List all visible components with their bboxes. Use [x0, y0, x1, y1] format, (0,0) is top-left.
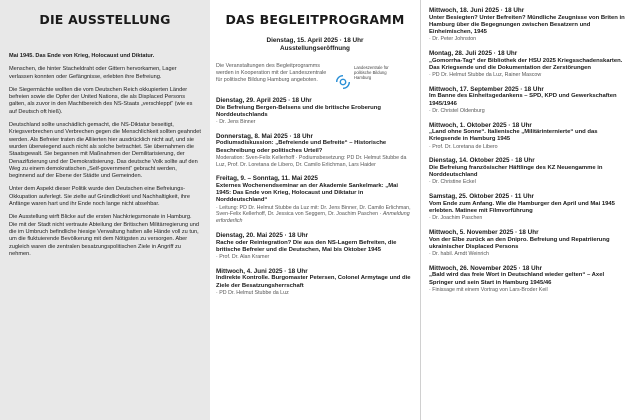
event-date: Montag, 28. Juli 2025 · 18 Uhr	[429, 50, 518, 57]
event-speakers-text: · Prof. Dr. Alan Kramer	[216, 253, 270, 260]
event-item	[429, 157, 625, 186]
ausstellung-text	[9, 53, 201, 258]
event-title: Podiumsdiskussion: „Befreiende und Befreite“ – Historische Beschreibung oder politisches Urteil?	[216, 140, 387, 154]
event-speakers-text: · PD Dr. Helmut Stubbe da Luz	[216, 289, 289, 296]
event-title: „Gomorrha-Tag“ der Bibliothek der HSU 2025 Kriegsschadenskarten. Das Kriegsende und die Dokumentation der Zerstörungen	[429, 57, 623, 71]
event-date: Dienstag, 20. Mai 2025 · 18 Uhr	[216, 231, 309, 239]
event-item	[429, 50, 625, 79]
event-item	[429, 7, 625, 43]
event-speakers: · PD Dr. Helmut Stubbe da Luz, Rainer Mascow	[429, 72, 542, 78]
event-date: Mittwoch, 5. November 2025 · 18 Uhr	[429, 228, 539, 236]
event-item	[216, 175, 414, 225]
event-title: Die Befreiung französischer Häftlinge des KZ Neuengamme in Norddeutschland	[429, 164, 603, 179]
event-date: Mittwoch, 26. November 2025 · 18 Uhr	[429, 264, 543, 272]
event-title: Rache oder Reintegration? Die aus den NS-Lagern Befreiten, die britische Befreier und die Deutschen, Mai bis Oktober 1945	[216, 239, 397, 253]
event-date: Samstag, 25. Oktober 2025 · 11 Uhr	[429, 193, 534, 201]
event-date: Mittwoch, 18. Juni 2025 · 18 Uhr	[429, 7, 525, 14]
event-title: „Land ohne Sonne“. Italienische „Militärinternierte“ und das Kriegsende in Hamburg 1945	[429, 129, 598, 143]
begleitprogramm-column	[210, 0, 421, 420]
ausstellung-paragraph: Deutschland sollte unschädlich gemacht, die NS-Diktatur beseitigt, Kriegsverbrechen und Verbrechen gegen die Menschlichkeit sollten geahndet werden. Als Befreier traten die Alliierten hier ausdrücklich nicht auf, und sie wurden überwiegend auch nicht als solche betrachtet. Sie übernahmen die Staatsgewalt. Sie begannen mit Maßnahmen der Demilitarisierung, der Denazifizierung und der Demokratisierung. Das deutsche Volk sollte auf den Weg zu einem demokratischen „Self-government“ gebracht werden, beginnend auf der Ebene der Städte und Gemeinden.	[9, 122, 201, 180]
event-item	[429, 229, 625, 258]
landeszentrale-logo-icon	[334, 73, 352, 91]
event-list	[216, 97, 414, 297]
event-date: Mittwoch, 17. September 2025 · 18 Uhr	[429, 85, 544, 93]
event-item	[429, 86, 625, 115]
event-speakers: · Finissage mit einem Vortrag von Lars-Broder Keil	[429, 286, 548, 293]
ausstellung-paragraph: Die Siegermächte wollten die vom Deutschen Reich okkupierten Länder befreien sowie die Opfer der United Nations, die als Displaced Persons galten, als zuvor in den Machtbereich des NS-Staats „verschleppt“ (wie es auf Deutsch oft hieß).	[9, 86, 193, 115]
event-date: Mittwoch, 1. Oktober 2025 · 18 Uhr	[429, 121, 532, 129]
cooperation-intro	[216, 63, 414, 91]
opening-title: Ausstellungseröffnung	[280, 45, 350, 52]
event-speakers	[216, 119, 414, 126]
ausstellung-paragraph: Die Ausstellung wirft Blicke auf die ersten Nachkriegsmonate in Hamburg. Die mit der Stadt nicht vertraute Abteilung der Britischen Militärregierung und die im Umbruch befindliche hiesige Verwaltung hatten alle Hände voll zu tun, um die fluktuierende Bevölkerung mit dem Nötigsten zu versorgen. Aber zugleich waren die zentralen besatzungspolitischen Ziele in Angriff zu nehmen.	[9, 214, 199, 257]
event-title: Die Befreiung Bergen-Belsens und die britische Eroberung Norddeutschlands	[216, 104, 381, 118]
event-title: „Bald wird das freie Wort in Deutschland wieder gelten“ – Axel Springer und sein Start in Hamburg 1945/46	[429, 272, 605, 286]
event-list-right	[429, 7, 625, 294]
ausstellung-paragraph: Unter dem Aspekt dieser Politik wurde den Deutschen eine Befreiungs-Okkupation auferlegt. Sie zielte auf Gründlichkeit und Nachhaltigkeit, ihre Anfänge waren hart und ihr Ende noch lange nicht absehbar.	[9, 186, 190, 208]
ausstellung-column	[0, 0, 210, 420]
event-title: Externes Wochenendseminar an der Akademie Sankelmark: „Mai 1945: Das Ende von Krieg, Holocaust und Diktatur in Norddeutschland“	[216, 182, 399, 204]
ausstellung-heading: DIE AUSSTELLUNG	[39, 12, 171, 27]
opening-date: Dienstag, 15. April 2025 · 18 Uhr	[266, 37, 364, 44]
event-speakers: · Dr. Joachim Paschen	[429, 215, 483, 222]
event-speakers	[216, 254, 414, 261]
event-title: Indirekte Kontrolle. Burgomaster Petersen, Colonel Armytage und die Ziele der Besatzungsherrschaft	[216, 275, 411, 289]
event-speakers	[216, 155, 414, 169]
event-item	[429, 122, 625, 151]
event-title: Von der Elbe zurück an den Dnipro. Befreiung und Repatriierung ukrainischer Displaced Persons	[429, 236, 610, 250]
event-item	[429, 193, 625, 222]
landeszentrale-logo	[334, 65, 400, 91]
event-date: Dienstag, 14. Oktober 2025 · 18 Uhr	[429, 157, 535, 165]
event-date: Freitag, 9. – Sonntag, 11. Mai 2025	[216, 175, 318, 183]
event-item	[216, 133, 414, 169]
event-speakers: · Dr. Peter Johnston	[429, 36, 477, 43]
event-speakers-text: · Leitung: PD Dr. Helmut Stubbe da Luz mit: Dr. Jens Binner, Dr. Camilo Erlichman, Sven-Felix Kellerhoff, Dr. Jessica von Seggern, Dr. Joachim Paschen ·	[216, 204, 411, 218]
event-speakers: · Dr. habil. Arndt Weinrich	[429, 250, 489, 257]
event-date: Dienstag, 29. April 2025 · 18 Uhr	[216, 97, 312, 104]
opening-block	[216, 37, 414, 53]
event-item	[216, 268, 414, 297]
event-title: Unter Besiegten? Unter Befreiten? Mündliche Zeugnisse von Briten in Hamburg über die Begegnungen zwischen Besatzern und Einheimischen, 1945	[429, 14, 625, 35]
event-item	[429, 265, 625, 294]
event-title: Vom Ende zum Anfang. Wie die Hamburger den April und Mai 1945 erlebten. Matinee mit Filmvorführung	[429, 200, 615, 214]
event-item	[216, 97, 414, 126]
event-speakers-text: · Dr. Jens Binner	[216, 119, 256, 125]
event-title: Im Banne des Einheitsgedankens – SPD, KPD und Gewerkschaften 1945/1946	[429, 93, 617, 107]
landeszentrale-logo-text: Landeszentrale für politische Bildung Hamburg	[354, 65, 389, 80]
event-speakers	[216, 290, 414, 297]
event-date: Mittwoch, 4. Juni 2025 · 18 Uhr	[216, 267, 308, 275]
event-speakers-text: Moderation: Sven-Felix Kellerhoff · Podiumsbesetzung: PD Dr. Helmut Stubbe da Luz, Prof. Dr. Loretana de Libero, Dr. Camilo Erlichman, Lars Haider	[216, 154, 407, 168]
event-column-right	[421, 0, 631, 420]
event-speakers: · Prof. Dr. Loretana de Libero	[429, 143, 498, 150]
event-speakers	[216, 205, 414, 225]
ausstellung-paragraph: Menschen, die hinter Stacheldraht oder Gittern hervorkamen, Lager verlassen konnten oder Gefängnisse, erlebten ihre Befreiung.	[9, 66, 177, 80]
event-item	[216, 232, 414, 261]
event-speakers: · Dr. Christine Eckel	[429, 179, 476, 186]
event-date: Donnerstag, 8. Mai 2025 · 18 Uhr	[216, 132, 313, 140]
event-note: Anmeldung erforderlich	[216, 211, 410, 225]
cooperation-text: Die Veranstaltungen des Begleitprogramms werden in Kooperation mit der Landeszentrale für politische Bildung Hamburg angeboten.	[216, 63, 327, 83]
begleitprogramm-heading: DAS BEGLEITPROGRAMM	[225, 12, 405, 27]
event-speakers: · Dr. Christel Oldenburg	[429, 107, 485, 114]
ausstellung-paragraph: Mai 1945. Das Ende von Krieg, Holocaust und Diktatur.	[9, 53, 155, 59]
